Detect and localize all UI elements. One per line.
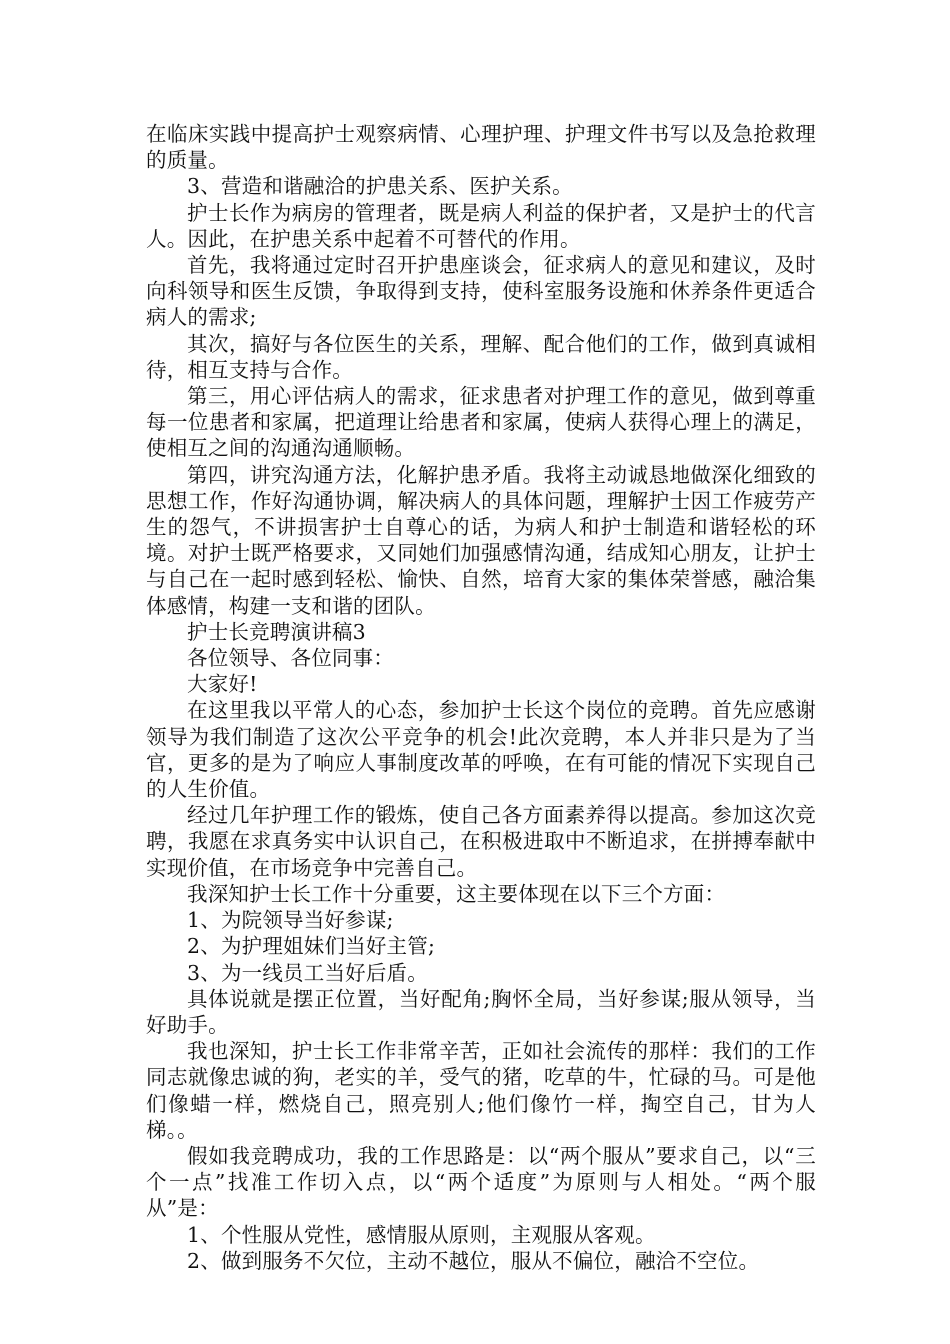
paragraph: 我也深知，护士长工作非常辛苦，正如社会流传的那样：我们的工作同志就像忠诚的狗，老实的羊，受气的猪，吃草的牛，忙碌的马。可是他们像蜡一样，燃烧自己，照亮别人;他们像竹一样，掏空自己，甘为人梯。。 [146, 1039, 816, 1142]
list-item: 2、为护理姐妹们当好主管; [187, 934, 436, 959]
greeting: 大家好! [187, 672, 258, 697]
document-body [146, 121, 816, 1274]
paragraph: 在这里我以平常人的心态，参加护士长这个岗位的竞聘。首先应感谢领导为我们制造了这次公平竞争的机会!此次竞聘，本人并非只是为了当官，更多的是为了响应人事制度改革的呼唤，在有可能的情况下实现自己的人生价值。 [146, 698, 816, 802]
paragraph: 具体说就是摆正位置，当好配角;胸怀全局，当好参谋;服从领导，当好助手。 [146, 986, 816, 1037]
paragraph: 护士长作为病房的管理者，既是病人利益的保护者，又是护士的代言人。因此，在护患关系中起着不可替代的作用。 [146, 200, 816, 251]
paragraph: 经过几年护理工作的锻炼，使自己各方面素养得以提高。参加这次竞聘，我愿在求真务实中认识自己，在积极进取中不断追求，在拼搏奉献中实现价值，在市场竞争中完善自己。 [146, 803, 816, 880]
paragraph: 假如我竞聘成功，我的工作思路是：以“两个服从”要求自己，以“三个一点”找准工作切入点，以“两个适度”为原则与人相处。“两个服从”是： [146, 1143, 816, 1221]
list-item: 1、为院领导当好参谋; [187, 908, 394, 933]
salutation: 各位领导、各位同事： [187, 646, 394, 671]
paragraph: 首先，我将通过定时召开护患座谈会，征求病人的意见和建议，及时向科领导和医生反馈，争取得到支持，使科室服务设施和休养条件更适合病人的需求; [146, 253, 816, 330]
paragraph: 在临床实践中提高护士观察病情、心理护理、护理文件书写以及急抢救理的质量。 [146, 122, 816, 173]
paragraph: 第四，讲究沟通方法，化解护患矛盾。我将主动诚恳地做深化细致的思想工作，作好沟通协调，解决病人的具体问题，理解护士因工作疲劳产生的怨气，不讲损害护士自尊心的话，为病人和护士制造和谐轻松的环境。对护士既严格要求，又同她们加强感情沟通，结成知心朋友，让护士与自己在一起时感到轻松、愉快、自然，培育大家的集体荣誉感，融洽集体感情，构建一支和谐的团队。 [146, 462, 816, 618]
paragraph: 3、营造和谐融洽的护患关系、医护关系。 [187, 174, 573, 199]
paragraph: 第三，用心评估病人的需求，征求患者对护理工作的意见，做到尊重每一位患者和家属，把道理让给患者和家属，使病人获得心理上的满足，使相互之间的沟通沟通顺畅。 [146, 384, 816, 461]
list-item: 2、做到服务不欠位，主动不越位，服从不偏位，融洽不空位。 [187, 1248, 760, 1273]
list-item: 1、个性服从党性，感情服从原则，主观服从客观。 [187, 1222, 656, 1247]
paragraph: 其次，搞好与各位医生的关系，理解、配合他们的工作，做到真诚相待，相互支持与合作。 [146, 331, 816, 382]
paragraph: 我深知护士长工作十分重要，这主要体现在以下三个方面： [187, 881, 726, 906]
list-item: 3、为一线员工当好后盾。 [187, 960, 428, 985]
section-heading: 护士长竞聘演讲稿3 [187, 619, 366, 644]
